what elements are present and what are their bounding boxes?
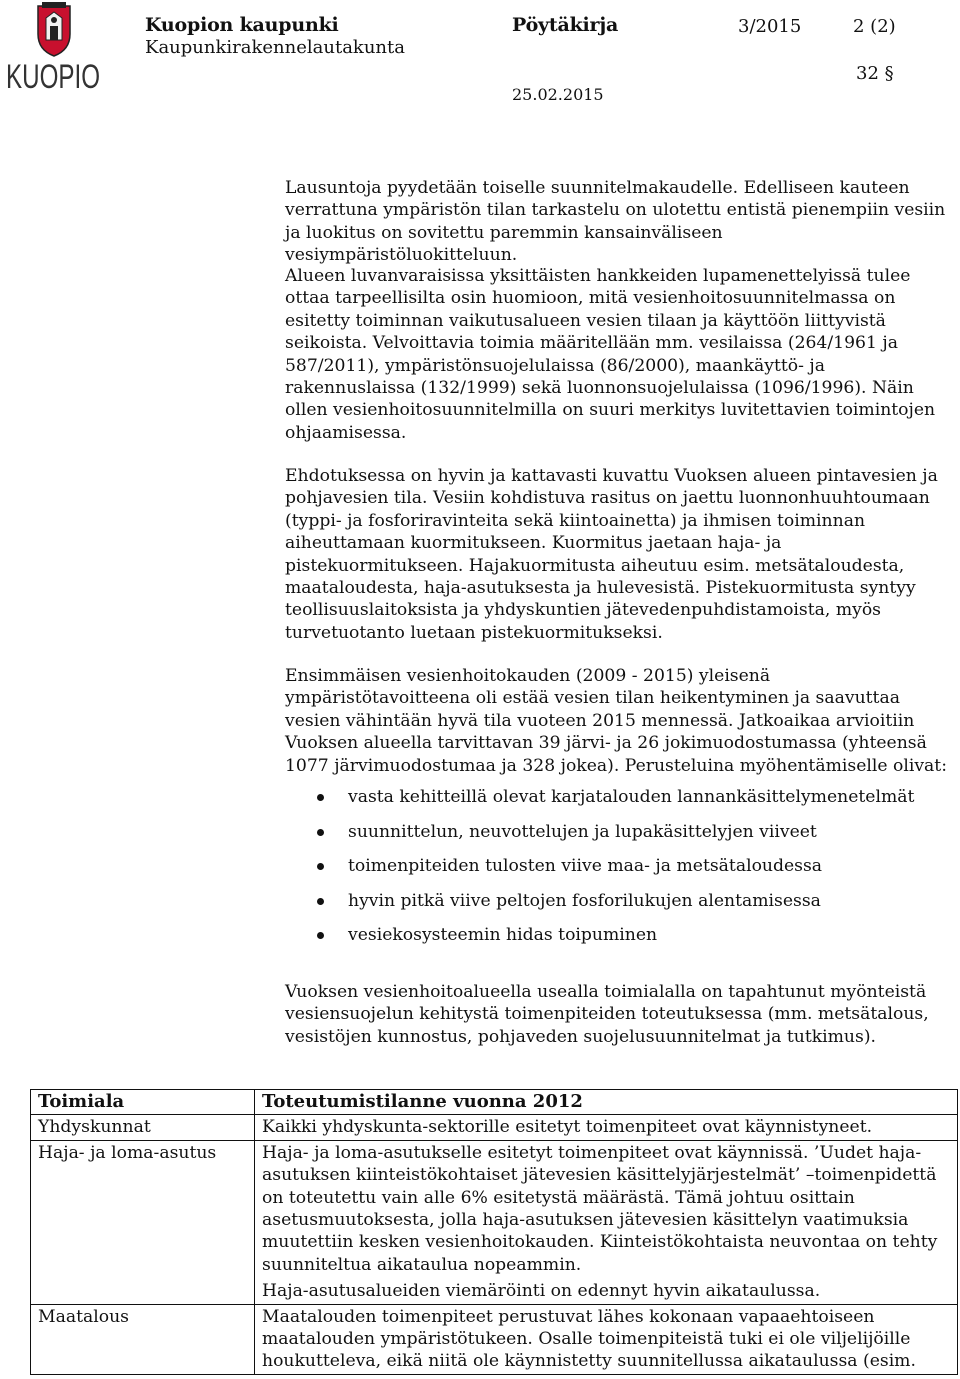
logo-text: KUOPIO — [6, 58, 100, 96]
list-item: suunnittelun, neuvottelujen ja lupakäsittelyjen viiveet — [285, 821, 955, 856]
column-header-status: Toteutumistilanne vuonna 2012 — [255, 1090, 958, 1115]
paragraph-3: Ehdotuksessa on hyvin ja kattavasti kuvattu Vuoksen alueen pintavesien ja pohjavesien tila. Vesiin kohdistuva rasitus on jaettu luonnonhuuhtoumaan (typpi- ja fosforiravinteita sekä kiintoainetta) ja ihmisen toiminnan aiheuttamaan kuormitukseen. Kuormitus jaetaan haja- ja pistekuormitukseen. Hajakuormitusta aiheutuu esim. metsätaloudesta, maataloudesta, haja-asutuksesta ja hulevesistä. Pistekuormitusta syntyy teollisuuslaitoksista ja yhdyskuntien jätevedenpuhdistamoista, myös turvetuotanto luetaan pistekuormitukseksi. — [285, 466, 938, 643]
section-number: 32 § — [856, 63, 894, 84]
paragraph-5: Vuoksen vesienhoitoalueella usealla toimialalla on tapahtunut myönteistä vesiensuojelun kehitystä toimenpiteiden toteutuksessa (mm. metsätalous, vesistöjen kunnostus, pohjaveden suojelusuunnitelmat ja tutkimus). — [285, 982, 929, 1047]
table-row — [31, 1140, 958, 1304]
meeting-date: 25.02.2015 — [512, 85, 604, 104]
paragraph-2: Alueen luvanvaraisissa yksittäisten hankkeiden lupamenettelyissä tulee ottaa tarpeellisilta osin huomioon, mitä vesienhoitosuunnitelmassa on esitetty toiminnan vaikutusalueen vesien tilaan ja käyttöön liittyvistä seikoista. Velvoittavia toimia määritellään mm. vesilaissa (264/1961 ja 587/2011), ympäristönsuojelulaissa (86/2000), maankäyttö- ja rakennuslaissa (132/1999) sekä luonnonsuojelulaissa (1096/1996). Näin ollen vesienhoitosuunnitelmilla on suuri merkitys luvitettavien toimintojen ohjaamisessa. — [285, 266, 936, 443]
list-item: vesiekosysteemin hidas toipuminen — [285, 924, 955, 959]
table-row — [31, 1115, 958, 1140]
implementation-table — [30, 1089, 958, 1375]
org-name: Kuopion kaupunki — [145, 14, 339, 36]
org-unit: Kaupunkirakennelautakunta — [145, 37, 405, 58]
column-header-sector: Toimiala — [31, 1090, 255, 1115]
sector-cell: Yhdyskunnat — [31, 1115, 255, 1140]
table-header-row — [31, 1090, 958, 1115]
list-item: hyvin pitkä viive peltojen fosforilukujen alentamisessa — [285, 890, 955, 925]
paragraph-1: Lausuntoja pyydetään toiselle suunnitelmakaudelle. Edelliseen kauteen verrattuna ympäristön tilan tarkastelu on ulotettu entistä pienempiin vesiin ja luokitus on sovitettu paremmin kansainväliseen vesiympäristöluokitteluun. — [285, 178, 946, 266]
paragraph-4: Ensimmäisen vesienhoitokauden (2009 - 2015) yleisenä ympäristötavoitteena oli estää vesien tilan heikentyminen ja saavuttaa vesien vähintään hyvä tila vuoteen 2015 mennessä. Jatkoaikaa arvioitiin Vuoksen alueella tarvittavan 39 järvi- ja 26 jokimuodostumassa (yhteensä 1077 järvimuodostumaa ja 328 jokea). Perusteluina myöhentämiselle olivat: — [285, 666, 947, 776]
status-cell: Maatalouden toimenpiteet perustuvat lähes kokonaan vapaaehtoiseen maatalouden ympäristötukeen. Osalle toimenpiteistä tuki ei ole viljelijöille houkutteleva, eikä niitä ole käynnistetty suunnitellussa aikataulussa (esim. — [255, 1304, 958, 1374]
doc-number: 3/2015 — [738, 16, 802, 37]
status-cell: Kaikki yhdyskunta-sektorille esitetyt toimenpiteet ovat käynnistyneet. — [255, 1115, 958, 1140]
reasons-list — [285, 786, 955, 959]
doc-type: Pöytäkirja — [512, 14, 619, 36]
status-cell — [255, 1140, 958, 1304]
list-item: vasta kehitteillä olevat karjatalouden lannankäsittelymenetelmät — [285, 786, 955, 821]
page-number: 2 (2) — [853, 16, 896, 37]
kuopio-logo — [4, 0, 104, 96]
table-row — [31, 1304, 958, 1374]
list-item: toimenpiteiden tulosten viive maa- ja metsätaloudessa — [285, 855, 955, 890]
status-text: Haja- ja loma-asutukselle esitetyt toimenpiteet ovat käynnissä. ’Uudet haja-asutuksen kiinteistökohtaiset jätevesien käsittelyjärjestelmät’ –toimenpidettä on toteutettu vain alle 6% esitetystä määrästä. Tämä johtuu osittain asetusmuutoksesta, jolla haja-asutuksen jätevesien käsittelyn vaatimuksia muutettiin kesken vesienhoitokauden. Kiinteistökohtaista neuvontaa on tehty suunniteltua aikataulua nopeammin. — [262, 1142, 938, 1275]
status-text-2: Haja-asutusalueiden viemäröinti on edennyt hyvin aikataulussa. — [262, 1281, 821, 1302]
coat-of-arms-icon — [4, 0, 104, 96]
sector-cell: Maatalous — [31, 1304, 255, 1374]
sector-cell: Haja- ja loma-asutus — [31, 1140, 255, 1304]
